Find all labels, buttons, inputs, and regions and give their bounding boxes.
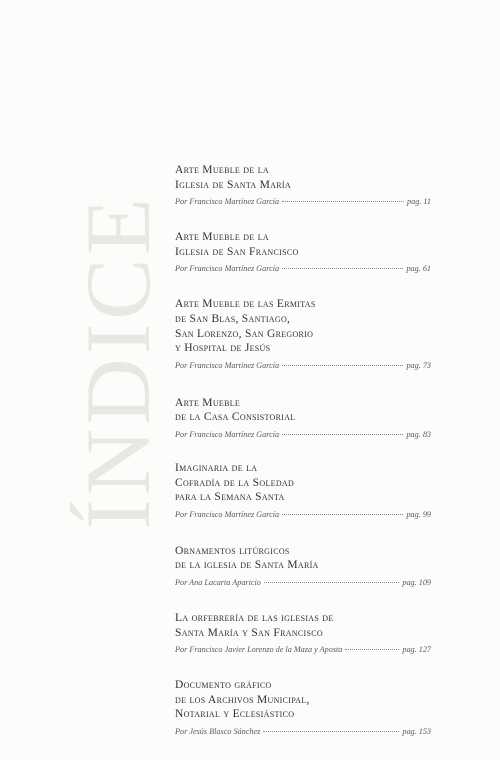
title-line: Documento gráfico (175, 679, 272, 692)
dot-leader (345, 649, 399, 650)
title-line: Arte Mueble de las Ermitas (175, 298, 316, 311)
entry-byline (175, 510, 431, 519)
dot-leader (282, 514, 403, 515)
title-line: de la Casa Consistorial (175, 411, 296, 424)
entry-author: Por Ana Lacarta Aparicio (175, 577, 261, 587)
entry-title (175, 297, 431, 355)
entry-page-number: pag. 61 (406, 264, 431, 274)
title-line: Iglesia de San Francisco (175, 245, 299, 258)
toc-entry[interactable] (175, 230, 431, 273)
title-line: Arte Mueble de la (175, 231, 269, 244)
entry-author: Por Francisco Martínez García (175, 360, 280, 370)
entry-byline (175, 430, 431, 439)
entry-author: Por Francisco Javier Lorenzo de la Maza y Aposta (175, 645, 343, 655)
dot-leader (282, 365, 403, 366)
index-side-title: ÍNDICE (67, 194, 169, 530)
dot-leader (282, 268, 403, 269)
entry-title (175, 611, 431, 640)
dot-leader (282, 434, 403, 435)
title-line: y Hospital de Jesús (175, 342, 271, 355)
title-line: Notarial y Eclesiástico (175, 708, 295, 721)
entry-author: Por Francisco Martínez García (175, 264, 280, 274)
toc-entry[interactable] (175, 544, 431, 587)
entry-page-number: pag. 109 (402, 577, 431, 587)
entry-page-number: pag. 127 (402, 645, 431, 655)
entry-title (175, 461, 431, 505)
dot-leader (263, 731, 399, 732)
title-line: de los Archivos Municipal, (175, 693, 310, 706)
entry-byline (175, 361, 431, 370)
entry-byline (175, 578, 431, 587)
entry-author: Por Jesús Blasco Sánchez (175, 726, 261, 736)
title-line: de San Blas, Santiago, (175, 312, 291, 325)
entry-byline (175, 645, 431, 654)
title-line: La orfebrería de las iglesias de (175, 611, 334, 624)
toc-entry[interactable] (175, 297, 431, 369)
title-line: Imaginaria de la (175, 461, 258, 474)
entry-byline (175, 264, 431, 273)
title-line: Iglesia de Santa María (175, 178, 291, 191)
entry-page-number: pag. 83 (406, 429, 431, 439)
title-line: Arte Mueble de la (175, 164, 269, 176)
title-line: Cofradía de la Soledad (175, 476, 295, 489)
table-of-contents (175, 163, 431, 760)
entry-title (175, 396, 431, 425)
entry-page-number: pag. 73 (406, 360, 431, 370)
title-line: San Lorenzo, San Gregorio (175, 327, 314, 340)
title-line: para la Semana Santa (175, 491, 285, 504)
entry-page-number: pag. 99 (406, 509, 431, 519)
entry-page-number: pag. 11 (407, 197, 431, 207)
entry-byline (175, 197, 431, 206)
entry-title (175, 678, 431, 722)
entry-title (175, 230, 431, 259)
entry-byline (175, 727, 431, 736)
title-line: Santa María y San Francisco (175, 626, 323, 639)
entry-page-number: pag. 153 (402, 726, 431, 736)
entry-author: Por Francisco Martínez García (175, 197, 280, 207)
entry-title (175, 163, 431, 192)
toc-entry[interactable] (175, 396, 431, 439)
toc-entry[interactable] (175, 163, 431, 206)
dot-leader (264, 582, 399, 583)
dot-leader (282, 201, 404, 202)
entry-title (175, 544, 431, 573)
entry-author: Por Francisco Martínez García (175, 429, 280, 439)
title-line: de la iglesia de Santa María (175, 559, 319, 572)
toc-entry[interactable] (175, 611, 431, 654)
title-line: Arte Mueble (175, 396, 241, 409)
title-line: Ornamentos litúrgicos (175, 544, 290, 557)
toc-entry[interactable] (175, 461, 431, 519)
entry-author: Por Francisco Martínez García (175, 509, 280, 519)
